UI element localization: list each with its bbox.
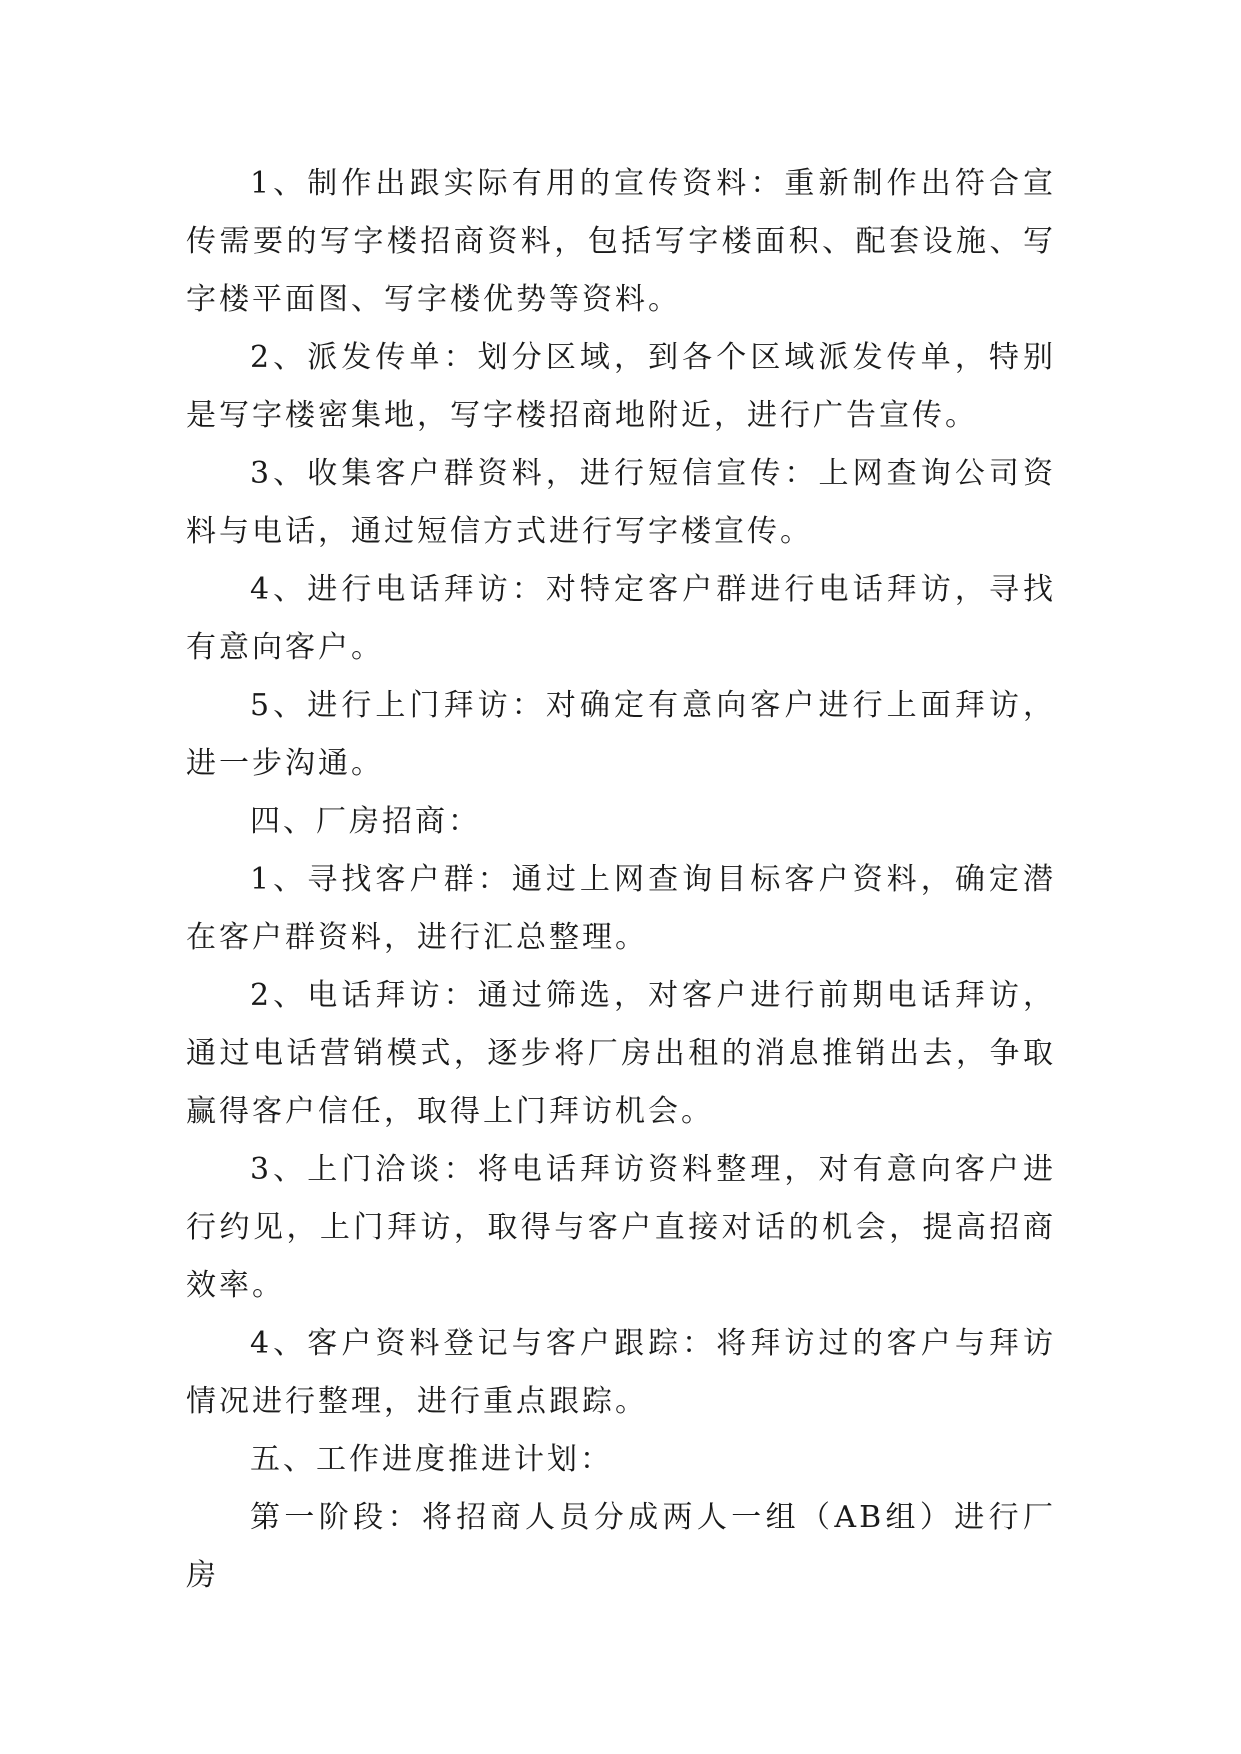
paragraph-factory-phone-visits: 2、电话拜访：通过筛选，对客户进行前期电话拜访，通过电话营销模式，逐步将厂房出租的消息推销出去，争取赢得客户信任，取得上门拜访机会。 [186, 978, 1056, 1129]
paragraph-factory-find-clients: 1、寻找客户群：通过上网查询目标客户资料，确定潜在客户群资料，进行汇总整理。 [186, 862, 1056, 955]
section-heading-factory: 四、厂房招商： [250, 804, 481, 839]
paragraph-office-phone-visits: 4、进行电话拜访：对特定客户群进行电话拜访，寻找有意向客户。 [186, 572, 1056, 665]
section-heading-schedule: 五、工作进度推进计划： [250, 1442, 613, 1477]
paragraph-factory-tracking: 4、客户资料登记与客户跟踪：将拜访过的客户与拜访情况进行整理，进行重点跟踪。 [186, 1326, 1056, 1419]
document-body [186, 155, 1056, 1605]
paragraph-office-door-visits: 5、进行上门拜访：对确定有意向客户进行上面拜访，进一步沟通。 [186, 688, 1056, 781]
paragraph-office-promo-materials: 1、制作出跟实际有用的宣传资料：重新制作出符合宣传需要的写字楼招商资料，包括写字楼面积、配套设施、写字楼平面图、写字楼优势等资料。 [186, 166, 1056, 317]
paragraph-office-flyers: 2、派发传单：划分区域，到各个区域派发传单，特别是写字楼密集地，写字楼招商地附近，进行广告宣传。 [186, 340, 1056, 433]
paragraph-phase-one: 第一阶段：将招商人员分成两人一组（AB组）进行厂房 [186, 1500, 1056, 1593]
paragraph-office-sms: 3、收集客户群资料，进行短信宣传：上网查询公司资料与电话，通过短信方式进行写字楼宣传。 [186, 456, 1056, 549]
paragraph-factory-negotiation: 3、上门洽谈：将电话拜访资料整理，对有意向客户进行约见，上门拜访，取得与客户直接对话的机会，提高招商效率。 [186, 1152, 1056, 1303]
